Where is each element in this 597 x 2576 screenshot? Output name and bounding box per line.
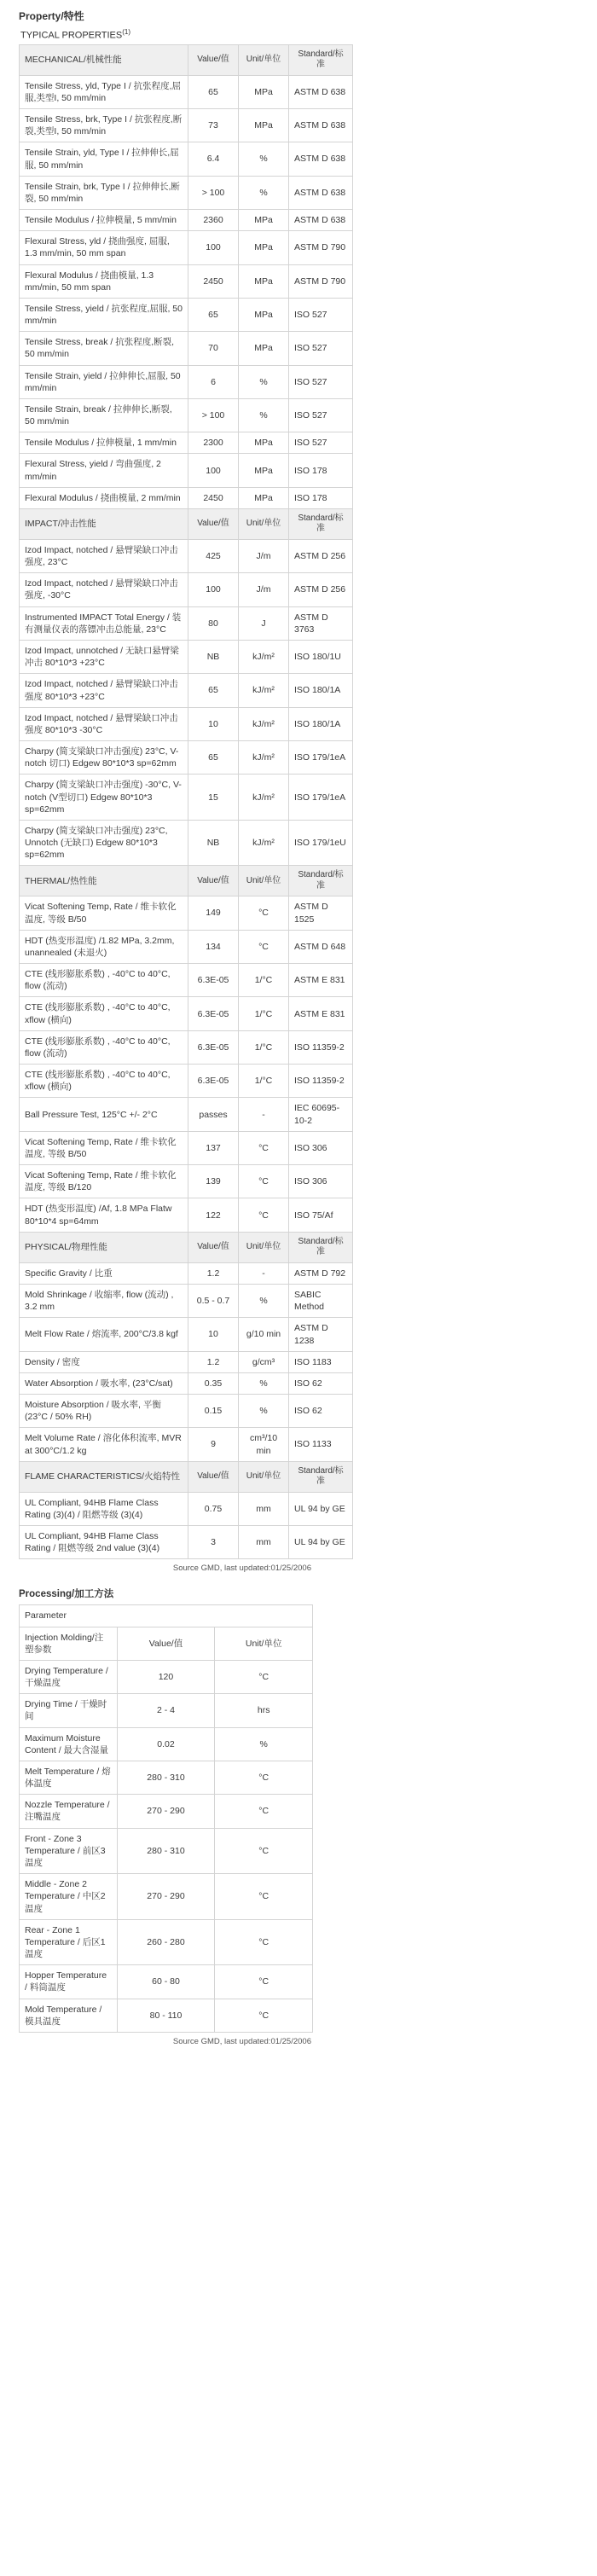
property-standard: ASTM D 1238 (289, 1318, 353, 1351)
property-name: Izod Impact, notched / 悬臂梁缺口冲击强度 80*10*3 -30°C (20, 707, 188, 740)
property-value: passes (188, 1098, 239, 1131)
property-name: Water Absorption / 吸水率, (23°C/sat) (20, 1372, 188, 1394)
property-unit: % (239, 1395, 289, 1428)
parameter-value: 270 - 290 (117, 1874, 215, 1920)
property-unit: kJ/m² (239, 741, 289, 775)
property-value: 149 (188, 896, 239, 930)
property-value: 3 (188, 1526, 239, 1559)
property-standard: ASTM D 648 (289, 930, 353, 963)
parameter-value: 80 - 110 (117, 1999, 215, 2032)
property-standard: ISO 179/1eA (289, 775, 353, 821)
parameter-name: Melt Temperature / 熔体温度 (20, 1761, 118, 1794)
property-standard: ISO 11359-2 (289, 1030, 353, 1064)
table-row (20, 1828, 313, 1874)
property-value: 6.3E-05 (188, 997, 239, 1030)
property-unit: 1/°C (239, 1065, 289, 1098)
parameter-value: 60 - 80 (117, 1965, 215, 1999)
property-value: NB (188, 640, 239, 673)
processing-parameter-header (20, 1605, 313, 1627)
property-unit: °C (239, 1165, 289, 1198)
property-value: 1.2 (188, 1262, 239, 1284)
property-name: Flexural Modulus / 挠曲模量, 2 mm/min (20, 487, 188, 508)
property-value: 70 (188, 332, 239, 365)
table-row (20, 1999, 313, 2032)
properties-table (19, 44, 353, 1560)
parameter-value: 120 (117, 1660, 215, 1693)
property-standard: ASTM D 790 (289, 264, 353, 298)
parameter-name: Maximum Moisture Content / 最大含湿量 (20, 1727, 118, 1761)
table-row (20, 1131, 353, 1164)
property-name: Izod Impact, notched / 悬臂梁缺口冲击强度 80*10*3 +23°C (20, 674, 188, 707)
property-name: Charpy (简支梁缺口冲击强度) -30°C, V-notch (V型切口) Edgew 80*10*3 sp=62mm (20, 775, 188, 821)
properties-source-note: Source GMD, last updated:01/25/2006 (172, 1564, 311, 1574)
property-unit: - (239, 1098, 289, 1131)
property-standard: UL 94 by GE (289, 1526, 353, 1559)
parameter-unit: °C (215, 1828, 313, 1874)
property-unit: mm (239, 1526, 289, 1559)
property-unit: % (239, 365, 289, 398)
table-group-header (20, 1232, 353, 1262)
parameter-name: Nozzle Temperature / 注嘴温度 (20, 1795, 118, 1828)
table-row (20, 1030, 353, 1064)
property-value: 80 (188, 606, 239, 640)
property-unit: % (239, 398, 289, 432)
table-row (20, 432, 353, 454)
property-standard: ASTM E 831 (289, 964, 353, 997)
property-standard: ISO 62 (289, 1395, 353, 1428)
property-standard: ISO 180/1A (289, 674, 353, 707)
parameter-name: Rear - Zone 1 Temperature / 后区1温度 (20, 1919, 118, 1965)
table-row (20, 1795, 313, 1828)
column-header-value: Value/值 (117, 1627, 215, 1660)
property-unit: MPa (239, 454, 289, 487)
group-label: IMPACT/冲击性能 (20, 508, 188, 539)
property-name: Vicat Softening Temp, Rate / 维卡软化温度, 等级 B/120 (20, 1165, 188, 1198)
property-name: Density / 密度 (20, 1351, 188, 1372)
table-row (20, 1727, 313, 1761)
property-name: Flexural Stress, yield / 弯曲强度, 2 mm/min (20, 454, 188, 487)
parameter-unit: °C (215, 1874, 313, 1920)
property-unit: MPa (239, 332, 289, 365)
property-value: 134 (188, 930, 239, 963)
table-row (20, 573, 353, 606)
property-standard: ISO 1183 (289, 1351, 353, 1372)
parameter-value: 2 - 4 (117, 1694, 215, 1727)
property-value: 139 (188, 1165, 239, 1198)
property-standard: ISO 180/1A (289, 707, 353, 740)
property-name: Tensile Stress, yld, Type I / 抗张程度,屈服,类型I, 50 mm/min (20, 75, 188, 108)
property-value: 100 (188, 454, 239, 487)
property-name: UL Compliant, 94HB Flame Class Rating (3)(4) / 阻燃等级 (3)(4) (20, 1492, 188, 1525)
property-value: 1.2 (188, 1351, 239, 1372)
table-row (20, 964, 353, 997)
column-header-standard: Standard/标准 (289, 44, 353, 75)
property-standard: SABIC Method (289, 1285, 353, 1318)
parameter-name: Drying Temperature / 干燥温度 (20, 1660, 118, 1693)
property-unit: MPa (239, 75, 289, 108)
property-standard: ISO 306 (289, 1165, 353, 1198)
table-row (20, 674, 353, 707)
property-name: Tensile Stress, brk, Type I / 抗张程度,断裂,类型I, 50 mm/min (20, 109, 188, 142)
table-row (20, 1492, 353, 1525)
property-name: Tensile Strain, yield / 拉伸伸长,屈服, 50 mm/min (20, 365, 188, 398)
property-value: 65 (188, 298, 239, 331)
property-value: 15 (188, 775, 239, 821)
property-standard: ISO 180/1U (289, 640, 353, 673)
property-unit: - (239, 1262, 289, 1284)
table-row (20, 210, 353, 231)
column-header-standard: Standard/标准 (289, 508, 353, 539)
property-name: Tensile Modulus / 拉伸模量, 1 mm/min (20, 432, 188, 454)
property-standard: ISO 75/Af (289, 1198, 353, 1232)
property-name: CTE (线形膨胀系数) , -40°C to 40°C, flow (流动) (20, 964, 188, 997)
property-unit: cm³/10 min (239, 1428, 289, 1461)
property-unit: % (239, 142, 289, 176)
property-unit: MPa (239, 210, 289, 231)
property-unit: kJ/m² (239, 820, 289, 866)
table-row (20, 1262, 353, 1284)
property-value: 100 (188, 573, 239, 606)
property-standard: ASTM D 3763 (289, 606, 353, 640)
property-name: UL Compliant, 94HB Flame Class Rating / 阻燃等级 2nd value (3)(4) (20, 1526, 188, 1559)
processing-table (19, 1604, 313, 2032)
parameter-value: 270 - 290 (117, 1795, 215, 1828)
table-row (20, 1351, 353, 1372)
property-name: Tensile Strain, break / 拉伸伸长,断裂, 50 mm/min (20, 398, 188, 432)
parameter-value: 0.02 (117, 1727, 215, 1761)
table-row (20, 1660, 313, 1693)
property-standard: ASTM D 1525 (289, 896, 353, 930)
property-standard: ISO 527 (289, 298, 353, 331)
property-unit: °C (239, 1131, 289, 1164)
column-header-unit: Unit/单位 (239, 1461, 289, 1492)
property-value: 0.75 (188, 1492, 239, 1525)
table-row (20, 1526, 353, 1559)
column-header-standard: Standard/标准 (289, 866, 353, 896)
property-standard: ASTM D 638 (289, 109, 353, 142)
property-unit: MPa (239, 264, 289, 298)
parameter-name: Middle - Zone 2 Temperature / 中区2温度 (20, 1874, 118, 1920)
parameter-unit: °C (215, 1919, 313, 1965)
property-name: Ball Pressure Test, 125°C +/- 2°C (20, 1098, 188, 1131)
group-label: THERMAL/热性能 (20, 866, 188, 896)
table-row (20, 896, 353, 930)
column-header-standard: Standard/标准 (289, 1232, 353, 1262)
property-value: 10 (188, 707, 239, 740)
group-label: FLAME CHARACTERISTICS/火焰特性 (20, 1461, 188, 1492)
column-header-value: Value/值 (188, 44, 239, 75)
parameter-name: Front - Zone 3 Temperature / 前区3温度 (20, 1828, 118, 1874)
property-value: NB (188, 820, 239, 866)
property-value: 2300 (188, 432, 239, 454)
property-standard: ASTM D 638 (289, 142, 353, 176)
column-header-unit: Unit/单位 (239, 44, 289, 75)
table-row (20, 1065, 353, 1098)
property-unit: MPa (239, 487, 289, 508)
property-value: 6.3E-05 (188, 1030, 239, 1064)
table-row (20, 109, 353, 142)
table-group-header (20, 1461, 353, 1492)
table-row (20, 997, 353, 1030)
property-name: Izod Impact, notched / 悬臂梁缺口冲击强度, -30°C (20, 573, 188, 606)
property-standard: ISO 179/1eA (289, 741, 353, 775)
property-name: Izod Impact, unnotched / 无缺口悬臂梁冲击 80*10*3 +23°C (20, 640, 188, 673)
property-value: 2360 (188, 210, 239, 231)
table-row (20, 1965, 313, 1999)
property-unit: 1/°C (239, 997, 289, 1030)
group-label: PHYSICAL/物理性能 (20, 1232, 188, 1262)
property-value: 73 (188, 109, 239, 142)
table-group-header (20, 508, 353, 539)
property-name: CTE (线形膨胀系数) , -40°C to 40°C, flow (流动) (20, 1030, 188, 1064)
property-name: Instrumented IMPACT Total Energy / 装有测量仪表的落镖冲击总能量, 23°C (20, 606, 188, 640)
group-label: MECHANICAL/机械性能 (20, 44, 188, 75)
property-name: Vicat Softening Temp, Rate / 维卡软化温度, 等级 B/50 (20, 896, 188, 930)
column-header-unit: Unit/单位 (239, 508, 289, 539)
property-value: 65 (188, 75, 239, 108)
parameter-unit: °C (215, 1965, 313, 1999)
processing-column-header (20, 1627, 313, 1660)
property-standard: ASTM D 638 (289, 176, 353, 209)
property-value: 6.3E-05 (188, 1065, 239, 1098)
property-standard: ISO 527 (289, 332, 353, 365)
table-row (20, 332, 353, 365)
table-row (20, 487, 353, 508)
property-unit: MPa (239, 231, 289, 264)
property-standard: ASTM E 831 (289, 997, 353, 1030)
table-row (20, 1372, 353, 1394)
property-unit: 1/°C (239, 1030, 289, 1064)
property-standard: UL 94 by GE (289, 1492, 353, 1525)
property-value: 2450 (188, 264, 239, 298)
property-unit: °C (239, 930, 289, 963)
column-header-injection-molding: Injection Molding/注塑参数 (20, 1627, 118, 1660)
property-unit: g/10 min (239, 1318, 289, 1351)
property-standard: ASTM D 638 (289, 75, 353, 108)
property-standard: ISO 178 (289, 454, 353, 487)
property-name: Charpy (简支梁缺口冲击强度) 23°C, V-notch 切口) Edgew 80*10*3 sp=62mm (20, 741, 188, 775)
processing-title: Processing/加工方法 (19, 1589, 114, 1600)
property-standard: ISO 527 (289, 398, 353, 432)
property-value: 425 (188, 539, 239, 572)
table-row (20, 1285, 353, 1318)
property-value: 10 (188, 1318, 239, 1351)
property-value: 6.4 (188, 142, 239, 176)
property-standard: ISO 1133 (289, 1428, 353, 1461)
property-standard: IEC 60695-10-2 (289, 1098, 353, 1131)
table-row (20, 539, 353, 572)
property-standard: ISO 11359-2 (289, 1065, 353, 1098)
table-row (20, 176, 353, 209)
column-header-unit: Unit/单位 (215, 1627, 313, 1660)
table-row (20, 1919, 313, 1965)
property-unit: J (239, 606, 289, 640)
property-name: Mold Shrinkage / 收缩率, flow (流动) , 3.2 mm (20, 1285, 188, 1318)
column-header-value: Value/值 (188, 866, 239, 896)
property-name: Vicat Softening Temp, Rate / 维卡软化温度, 等级 B/50 (20, 1131, 188, 1164)
column-header-standard: Standard/标准 (289, 1461, 353, 1492)
property-value: 9 (188, 1428, 239, 1461)
property-unit: kJ/m² (239, 775, 289, 821)
property-name: CTE (线形膨胀系数) , -40°C to 40°C, xflow (横向) (20, 997, 188, 1030)
typical-properties-text: TYPICAL PROPERTIES (20, 30, 123, 41)
property-name: Tensile Modulus / 拉伸模量, 5 mm/min (20, 210, 188, 231)
property-unit: mm (239, 1492, 289, 1525)
table-row (20, 264, 353, 298)
table-row (20, 1165, 353, 1198)
parameter-name: Mold Temperature / 模具温度 (20, 1999, 118, 2032)
table-row (20, 741, 353, 775)
property-unit: % (239, 1285, 289, 1318)
property-unit: kJ/m² (239, 674, 289, 707)
table-row (20, 298, 353, 331)
property-unit: MPa (239, 432, 289, 454)
property-name: HDT (热变形温度) /Af, 1.8 MPa Flatw 80*10*4 sp=64mm (20, 1198, 188, 1232)
property-value: 65 (188, 674, 239, 707)
table-row (20, 1318, 353, 1351)
property-standard: ASTM D 638 (289, 210, 353, 231)
table-row (20, 75, 353, 108)
property-unit: kJ/m² (239, 640, 289, 673)
property-name: Tensile Stress, yield / 抗张程度,屈服, 50 mm/min (20, 298, 188, 331)
table-row (20, 640, 353, 673)
property-standard: ISO 527 (289, 432, 353, 454)
property-value: 100 (188, 231, 239, 264)
table-row (20, 1098, 353, 1131)
table-row (20, 398, 353, 432)
property-value: 122 (188, 1198, 239, 1232)
table-row (20, 930, 353, 963)
property-name: Flexural Stress, yld / 挠曲强度, 屈服, 1.3 mm/min, 50 mm span (20, 231, 188, 264)
table-row (20, 820, 353, 866)
table-group-header (20, 44, 353, 75)
column-header-value: Value/值 (188, 1232, 239, 1262)
property-standard: ISO 527 (289, 365, 353, 398)
column-header-value: Value/值 (188, 508, 239, 539)
property-unit: J/m (239, 573, 289, 606)
property-name: Melt Flow Rate / 熔流率, 200°C/3.8 kgf (20, 1318, 188, 1351)
property-value: 2450 (188, 487, 239, 508)
property-name: Tensile Strain, brk, Type I / 拉伸伸长,断裂, 50 mm/min (20, 176, 188, 209)
property-name: Moisture Absorption / 吸水率, 平衡 (23°C / 50% RH) (20, 1395, 188, 1428)
property-value: 65 (188, 741, 239, 775)
parameter-unit: °C (215, 1761, 313, 1794)
parameter-unit: % (215, 1727, 313, 1761)
table-row (20, 454, 353, 487)
parameter-value: 280 - 310 (117, 1828, 215, 1874)
table-row (20, 1198, 353, 1232)
property-unit: % (239, 1372, 289, 1394)
table-row (20, 142, 353, 176)
column-header-unit: Unit/单位 (239, 1232, 289, 1262)
parameter-label: Parameter (20, 1605, 313, 1627)
property-name: Specific Gravity / 比重 (20, 1262, 188, 1284)
property-unit: 1/°C (239, 964, 289, 997)
property-unit: J/m (239, 539, 289, 572)
property-unit: MPa (239, 298, 289, 331)
parameter-unit: hrs (215, 1694, 313, 1727)
table-row (20, 365, 353, 398)
table-row (20, 775, 353, 821)
property-unit: kJ/m² (239, 707, 289, 740)
table-row (20, 1761, 313, 1794)
property-unit: MPa (239, 109, 289, 142)
typical-properties-label (20, 28, 590, 41)
parameter-value: 260 - 280 (117, 1919, 215, 1965)
property-value: 6 (188, 365, 239, 398)
parameter-unit: °C (215, 1999, 313, 2032)
property-name: Tensile Strain, yld, Type I / 拉伸伸长,屈服, 50 mm/min (20, 142, 188, 176)
property-standard: ISO 306 (289, 1131, 353, 1164)
column-header-unit: Unit/单位 (239, 866, 289, 896)
property-standard: ASTM D 256 (289, 573, 353, 606)
page-title: Property/特性 (19, 10, 84, 22)
property-unit: °C (239, 1198, 289, 1232)
parameter-name: Hopper Temperature / 料筒温度 (20, 1965, 118, 1999)
property-standard: ISO 179/1eU (289, 820, 353, 866)
property-name: Charpy (简支梁缺口冲击强度) 23°C, Unnotch (无缺口) Edgew 80*10*3 sp=62mm (20, 820, 188, 866)
property-value: 137 (188, 1131, 239, 1164)
property-standard: ASTM D 256 (289, 539, 353, 572)
parameter-unit: °C (215, 1660, 313, 1693)
property-value: > 100 (188, 176, 239, 209)
table-row (20, 1395, 353, 1428)
property-unit: g/cm³ (239, 1351, 289, 1372)
table-row (20, 707, 353, 740)
property-unit: °C (239, 896, 289, 930)
table-row (20, 606, 353, 640)
property-value: 6.3E-05 (188, 964, 239, 997)
column-header-value: Value/值 (188, 1461, 239, 1492)
property-name: Melt Volume Rate / 溶化体积流率, MVR at 300°C/1.2 kg (20, 1428, 188, 1461)
table-group-header (20, 866, 353, 896)
property-value: > 100 (188, 398, 239, 432)
parameter-name: Drying Time / 干燥时间 (20, 1694, 118, 1727)
property-value: 0.35 (188, 1372, 239, 1394)
table-row (20, 1694, 313, 1727)
property-value: 0.15 (188, 1395, 239, 1428)
property-name: Tensile Stress, break / 抗张程度,断裂, 50 mm/min (20, 332, 188, 365)
processing-source-note: Source GMD, last updated:01/25/2006 (172, 2036, 311, 2046)
typical-properties-footnote: (1) (122, 28, 130, 36)
table-row (20, 231, 353, 264)
table-row (20, 1428, 353, 1461)
table-row (20, 1874, 313, 1920)
property-name: HDT (热变形温度) /1.82 MPa, 3.2mm, unannealed (未退火) (20, 930, 188, 963)
property-unit: % (239, 176, 289, 209)
parameter-unit: °C (215, 1795, 313, 1828)
property-name: Izod Impact, notched / 悬臂梁缺口冲击强度, 23°C (20, 539, 188, 572)
property-name: CTE (线形膨胀系数) , -40°C to 40°C, xflow (横向) (20, 1065, 188, 1098)
property-standard: ASTM D 792 (289, 1262, 353, 1284)
property-standard: ISO 62 (289, 1372, 353, 1394)
property-standard: ASTM D 790 (289, 231, 353, 264)
property-name: Flexural Modulus / 挠曲模量, 1.3 mm/min, 50 mm span (20, 264, 188, 298)
property-standard: ISO 178 (289, 487, 353, 508)
property-value: 0.5 - 0.7 (188, 1285, 239, 1318)
parameter-value: 280 - 310 (117, 1761, 215, 1794)
